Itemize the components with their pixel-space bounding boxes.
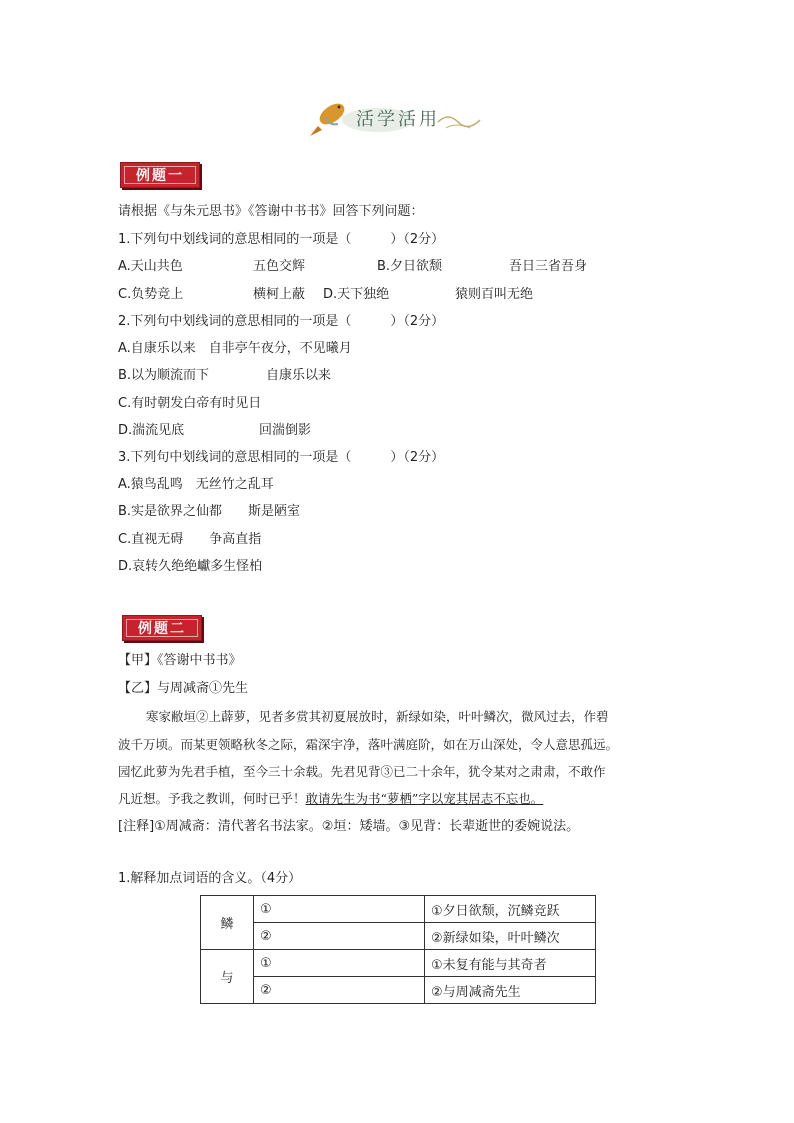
header-title: 活学活用 — [356, 109, 440, 130]
q2-option-a: A.自康乐以来 自非亭午夜分，不见曦月 — [118, 341, 352, 356]
q2-option-d1: D.湍流见底 — [118, 423, 185, 438]
q3-option-b: B.实是欲界之仙都 斯是陋室 — [118, 504, 301, 519]
passage-underlined-sentence: 敢请先生为书“萝栖”字以宠其居志不忘也。 — [305, 791, 544, 806]
q3-option-d: D.哀转久绝绝巘多生怪柏 — [118, 559, 263, 574]
table-row — [201, 896, 596, 923]
text-yi: 【乙】与周减斋①先生 — [118, 681, 249, 696]
text-jia: 【甲】《答谢中书书》 — [118, 653, 242, 668]
q1-option-b2: 吾日三省吾身 — [509, 259, 588, 274]
example2-q1-stem: 1.解释加点词语的含义。（4分） — [118, 871, 302, 886]
q2-option-d — [118, 422, 311, 440]
table-answer-cell[interactable]: ① — [254, 896, 425, 923]
q1-option-d2: 猿则百叫无绝 — [455, 287, 534, 302]
table-sentence-cell: ①夕日欲颓，沉鳞竞跃 — [425, 896, 596, 923]
passage-line-2: 波千万顷。而某更领略秋冬之际，霜深宇净，落叶满庭阶，如在万山深处，令人意思孤远。 — [118, 737, 619, 752]
table-row — [201, 950, 596, 977]
example1-intro: 请根据《与朱元思书》《答谢中书书》回答下列问题： — [118, 204, 424, 219]
q1-option-c2: 横柯上蔽 — [253, 287, 306, 302]
q1-option-a2: 五色交辉 — [253, 259, 306, 274]
example1-badge: 例题一 — [120, 162, 200, 188]
q2-option-d2: 回湍倒影 — [259, 423, 312, 438]
passage-line-4-head: 凡近想。予我之教训，何时已乎！ — [118, 791, 306, 806]
q1-stem: 1.下列句中划线词的意思相同的一项是（ ）（2分） — [118, 232, 445, 247]
table-row — [201, 923, 596, 950]
q1-option-d1: D.天下独绝 — [323, 287, 390, 302]
definition-table — [200, 895, 596, 1004]
table-answer-cell[interactable]: ② — [254, 977, 425, 1004]
passage-line-3: 园忆此萝为先君手植，至今三十余载。先君见背③已二十余年，犹令某对之肃肃，不敢作 — [118, 764, 606, 779]
q1-option-a1: A.天山共色 — [118, 259, 183, 274]
q1-options-cd — [118, 286, 533, 304]
table-answer-cell[interactable]: ② — [254, 923, 425, 950]
q1-options-ab — [118, 258, 587, 276]
q2-stem: 2.下列句中划线词的意思相同的一项是（ ）（2分） — [118, 314, 445, 329]
table-row — [201, 977, 596, 1004]
table-sentence-cell: ②新绿如染，叶叶鳞次 — [425, 923, 596, 950]
table-word-cell: 与 — [201, 950, 254, 1004]
table-sentence-cell: ①未复有能与其奇者 — [425, 950, 596, 977]
q3-option-c: C.直视无碍 争高直指 — [118, 532, 262, 547]
table-word-cell: 鳞 — [201, 896, 254, 950]
example2-badge: 例题二 — [122, 615, 202, 641]
table-answer-cell[interactable]: ① — [254, 950, 425, 977]
annotation-note: [注释]①周减斋：清代著名书法家。②垣：矮墙。③见背：长辈逝世的委婉说法。 — [118, 819, 580, 834]
passage-line-1: 寒家敝垣②上薜萝，见者多赏其初夏展放时，新绿如染，叶叶鳞次，微风过去，作碧 — [146, 709, 609, 724]
q2-option-b1: B.以为顺流而下 — [118, 368, 210, 383]
q2-option-b — [118, 367, 331, 385]
q3-option-a: A.猿鸟乱鸣 无丝竹之乱耳 — [118, 477, 274, 492]
passage-line-4 — [118, 790, 543, 808]
header-banner — [308, 96, 488, 138]
q2-option-b2: 自康乐以来 — [266, 368, 332, 383]
q3-stem: 3.下列句中划线词的意思相同的一项是（ ）（2分） — [118, 450, 445, 465]
table-sentence-cell: ②与周减斋先生 — [425, 977, 596, 1004]
q1-option-c1: C.负势竞上 — [118, 287, 184, 302]
q1-option-b1: B.夕日欲颓 — [377, 259, 443, 274]
q2-option-c: C.有时朝发白帝有时见日 — [118, 396, 262, 411]
